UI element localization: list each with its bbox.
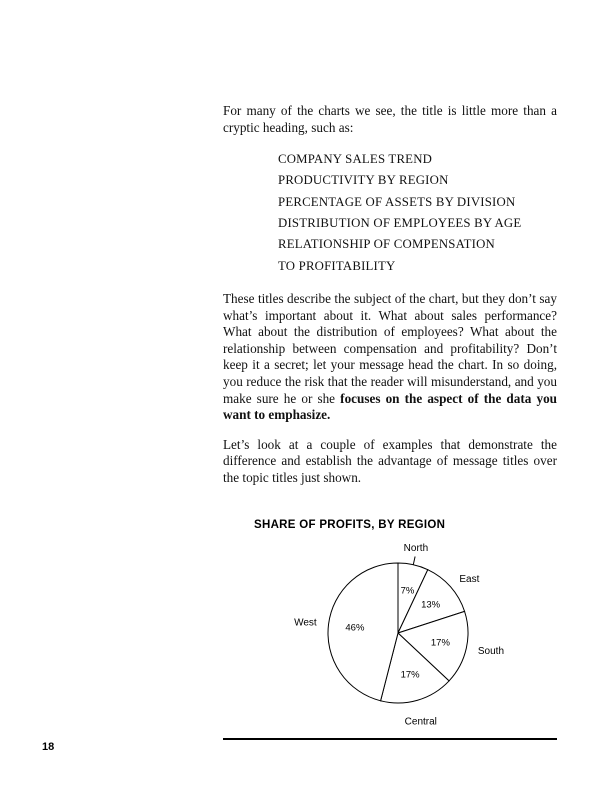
intro-paragraph: For many of the charts we see, the title is little more than a cryptic heading, such as: [223, 103, 557, 135]
bottom-rule [223, 738, 557, 740]
pie-label-north: North [403, 543, 429, 555]
page-number: 18 [42, 741, 55, 753]
pie-leader-line-north [413, 557, 415, 565]
pie-value-central: 17% [400, 669, 420, 681]
pie-label-west: West [294, 617, 317, 629]
body-paragraph-regular: These titles describe the subject of the chart, but they don’t say what’s important about it. What about sales performance? What about the distribution of employees? What about the relationship between compensation and profitability? Don’t keep it a secret; let your message head the chart. In so doing, you reduce the risk that the reader will misunderstand, and you make sure he or she [223, 290, 557, 406]
pie-value-south: 17% [430, 637, 450, 649]
pie-value-east: 13% [421, 599, 441, 611]
topic-title: PERCENTAGE OF ASSETS BY DIVISION [278, 194, 516, 209]
topic-title: COMPANY SALES TREND [278, 152, 433, 167]
pie-label-central: Central [404, 716, 437, 728]
text-column [223, 103, 557, 500]
pie-label-south: South [477, 645, 505, 657]
topic-title: DISTRIBUTION OF EMPLOYEES BY AGE [278, 216, 522, 231]
topic-title: PRODUCTIVITY BY REGION [278, 173, 449, 188]
topic-title-list [278, 149, 557, 277]
pie-value-west: 46% [345, 622, 365, 634]
pie-value-north: 7% [400, 585, 415, 597]
pie-label-east: East [459, 573, 480, 585]
topic-title: RELATIONSHIP OF COMPENSATION [278, 237, 496, 252]
pie-chart-figure [223, 519, 557, 739]
pie-chart [223, 537, 557, 739]
chart-title: SHARE OF PROFITS, BY REGION [254, 519, 446, 531]
topic-title: TO PROFITABILITY [278, 258, 396, 273]
closing-paragraph: Let’s look at a couple of examples that demonstrate the difference and establish the advantage of message titles over the topic titles just shown. [223, 436, 557, 485]
body-paragraph-emphasis: focuses on the aspect of the data you want to emphasize. [223, 390, 557, 423]
body-paragraph [223, 291, 557, 424]
